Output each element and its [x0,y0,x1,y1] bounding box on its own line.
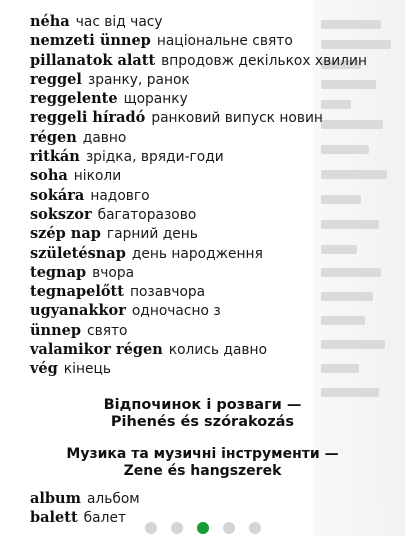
page-dot-3-active[interactable] [197,522,209,534]
vocab-entry [30,205,390,224]
hungarian-term: valamikor régen [30,341,163,359]
ukrainian-translation: ніколи [73,168,122,185]
hungarian-term: reggelente [30,90,118,108]
ukrainian-translation: день народження [131,245,263,262]
ukrainian-translation: позавчора [129,284,206,301]
ukrainian-translation: зранку, ранок [87,71,190,88]
ukrainian-translation: балет [83,510,126,527]
hungarian-term: tegnap [30,263,87,281]
ukrainian-translation: альбом [86,491,140,507]
vocab-entry [30,340,390,359]
vocabulary-list [30,12,390,379]
hungarian-term: ünnep [30,321,81,339]
vocab-entry [30,282,390,301]
section-title-ukrainian: Відпочинок і розваги — [103,397,302,413]
ukrainian-translation: зрідка, вряди-годи [85,149,224,166]
hungarian-term: nemzeti ünnep [30,32,151,50]
hungarian-term: pillanatok alatt [30,51,156,69]
ukrainian-translation: кінець [63,361,111,378]
hungarian-term: album [30,490,81,507]
ukrainian-translation: надовго [90,187,150,204]
vocab-entry [30,31,390,50]
subsection-title-hungarian: Zene és hangszerek [123,463,282,479]
ukrainian-translation: час від часу [75,14,163,30]
vocab-entry [30,12,390,31]
section-heading [0,397,405,431]
ukrainian-translation: національне свято [156,33,293,50]
hungarian-term: balett [30,509,78,527]
hungarian-term: néha [30,13,70,30]
hungarian-term: ritkán [30,148,80,166]
vocab-entry [30,186,390,205]
vocab-entry [30,321,390,340]
vocab-entry [30,263,390,282]
ukrainian-translation: багаторазово [97,206,197,223]
hungarian-term: sokára [30,186,85,204]
hungarian-term: sokszor [30,205,92,223]
ukrainian-translation: одночасно з [131,303,221,320]
ukrainian-translation: щоранку [123,91,188,108]
section-title-hungarian: Pihenés és szórakozás [110,414,295,430]
ukrainian-translation: свято [87,322,128,339]
ukrainian-translation: впродовж декількох хвилин [161,52,367,69]
hungarian-term: vég [30,360,58,378]
vocab-entry [30,244,390,263]
subsection-heading [0,446,405,480]
ukrainian-translation: давно [82,129,127,146]
ukrainian-translation: вчора [92,264,135,281]
hungarian-term: szép nap [30,225,101,243]
ukrainian-translation: колись давно [168,342,268,359]
vocab-entry [30,359,390,378]
subsection-title-ukrainian: Музика та музичні інструменти — [66,446,339,462]
vocab-entry [30,70,390,89]
hungarian-term: reggeli híradó [30,109,146,127]
vocab-entry [30,301,390,320]
page-dot-2[interactable] [171,522,183,534]
hungarian-term: ugyanakkor [30,302,126,320]
ukrainian-translation: гарний день [106,226,198,243]
hungarian-term: tegnapelőtt [30,283,124,301]
vocab-entry [30,147,390,166]
page-indicator [0,522,405,534]
vocab-entry [30,108,390,127]
vocab-entry [30,51,390,70]
vocab-entry [30,128,390,147]
page-dot-1[interactable] [145,522,157,534]
hungarian-term: születésnap [30,244,126,262]
hungarian-term: régen [30,128,77,146]
vocab-entry [30,166,390,185]
ukrainian-translation: ранковий випуск новин [151,110,323,127]
vocab-entry [30,489,370,508]
hungarian-term: soha [30,167,68,185]
vocab-entry [30,89,390,108]
hungarian-term: reggel [30,70,82,88]
page-dot-4[interactable] [223,522,235,534]
vocab-entry [30,224,390,243]
page-dot-5[interactable] [249,522,261,534]
